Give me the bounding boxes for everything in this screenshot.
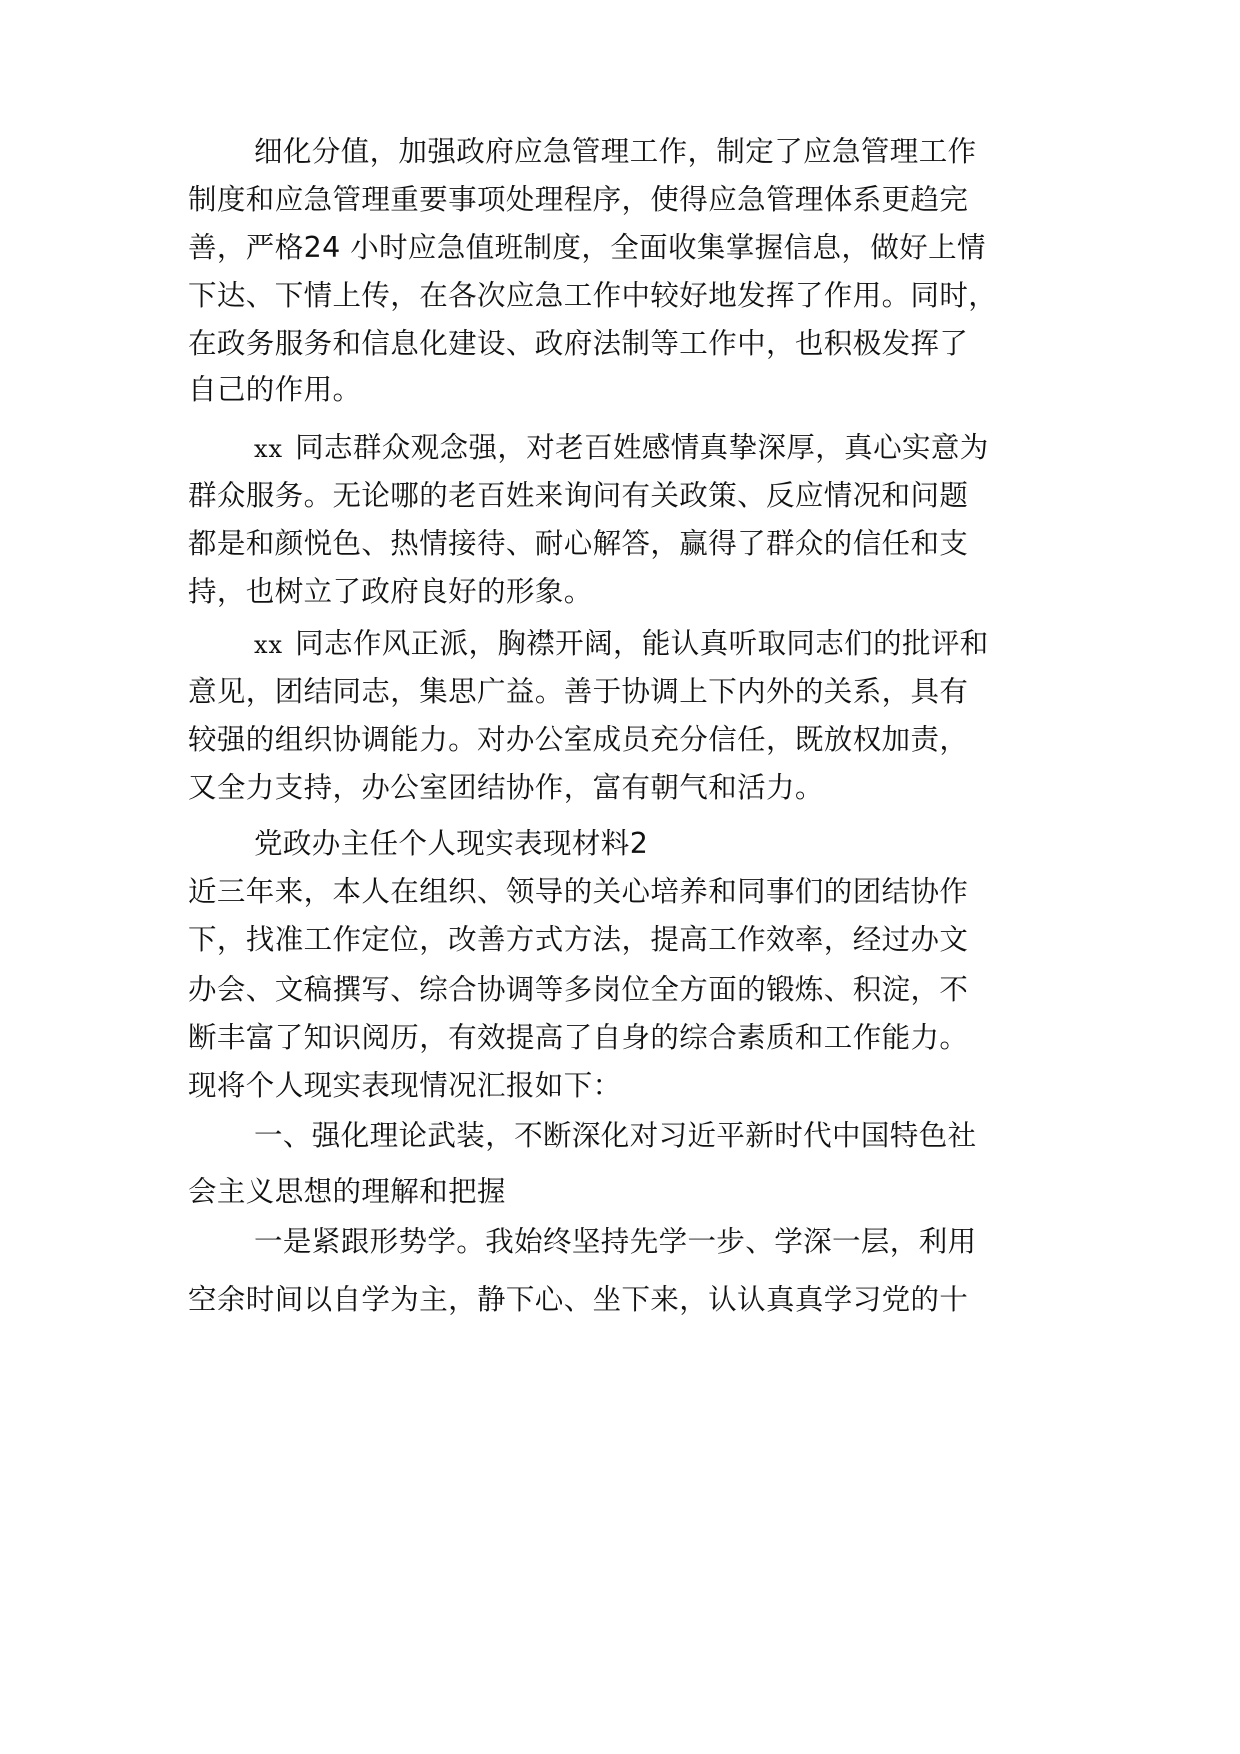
paragraph-2-line-3: 都是和颜悦色、热情接待、耐心解答，赢得了群众的信任和支 (188, 527, 969, 560)
paragraph-3-line-4: 又全力支持，办公室团结协作，富有朝气和活力。 (188, 771, 824, 804)
paragraph-2-line-1 (254, 430, 1134, 467)
paragraph-4-line-5: 现将个人现实表现情况汇报如下： (188, 1069, 622, 1102)
paragraph-3-line-1-text: 同志作风正派，胸襟开阔，能认真听取同志们的批评和 (295, 627, 989, 660)
xx-placeholder: xx (254, 435, 284, 463)
paragraph-4-line-1: 近三年来，本人在组织、领导的关心培养和同事们的团结协作 (188, 875, 969, 908)
paragraph-4-line-2: 下，找准工作定位，改善方式方法，提高工作效率，经过办文 (188, 923, 969, 956)
paragraph-5-line-1: 一是紧跟形势学。我始终坚持先学一步、学深一层，利用 (254, 1225, 977, 1258)
paragraph-1-line-4: 下达、下情上传，在各次应急工作中较好地发挥了作用。同时， (188, 279, 998, 312)
paragraph-5-line-2: 空余时间以自学为主，静下心、坐下来，认认真真学习党的十 (188, 1283, 969, 1316)
paragraph-3-line-3: 较强的组织协调能力。对办公室成员充分信任，既放权加责， (188, 723, 969, 756)
xx-placeholder: xx (254, 631, 284, 659)
paragraph-4-line-3: 办会、文稿撰写、综合协调等多岗位全方面的锻炼、积淀，不 (188, 973, 969, 1006)
paragraph-3-line-2: 意见，团结同志，集思广益。善于协调上下内外的关系，具有 (188, 675, 969, 708)
heading-1-line-1: 一、强化理论武装，不断深化对习近平新时代中国特色社 (254, 1119, 977, 1152)
paragraph-1-line-1: 细化分值，加强政府应急管理工作，制定了应急管理工作 (254, 135, 977, 168)
paragraph-1-line-5: 在政务服务和信息化建设、政府法制等工作中，也积极发挥了 (188, 327, 969, 360)
paragraph-2-line-4: 持，也树立了政府良好的形象。 (188, 575, 593, 608)
paragraph-4-line-4: 断丰富了知识阅历，有效提高了自身的综合素质和工作能力。 (188, 1021, 969, 1054)
paragraph-1-line-6: 自己的作用。 (188, 373, 362, 406)
paragraph-1-line-3: 善，严格24 小时应急值班制度，全面收集掌握信息，做好上情 (188, 231, 986, 264)
paragraph-3-line-1 (254, 626, 1134, 663)
section-title: 党政办主任个人现实表现材料2 (254, 827, 649, 860)
paragraph-2-line-2: 群众服务。无论哪的老百姓来询问有关政策、反应情况和问题 (188, 479, 969, 512)
paragraph-2-line-1-text: 同志群众观念强，对老百姓感情真挚深厚，真心实意为 (295, 431, 989, 464)
paragraph-1-line-2: 制度和应急管理重要事项处理程序，使得应急管理体系更趋完 (188, 183, 969, 216)
heading-1-line-2: 会主义思想的理解和把握 (188, 1175, 506, 1208)
